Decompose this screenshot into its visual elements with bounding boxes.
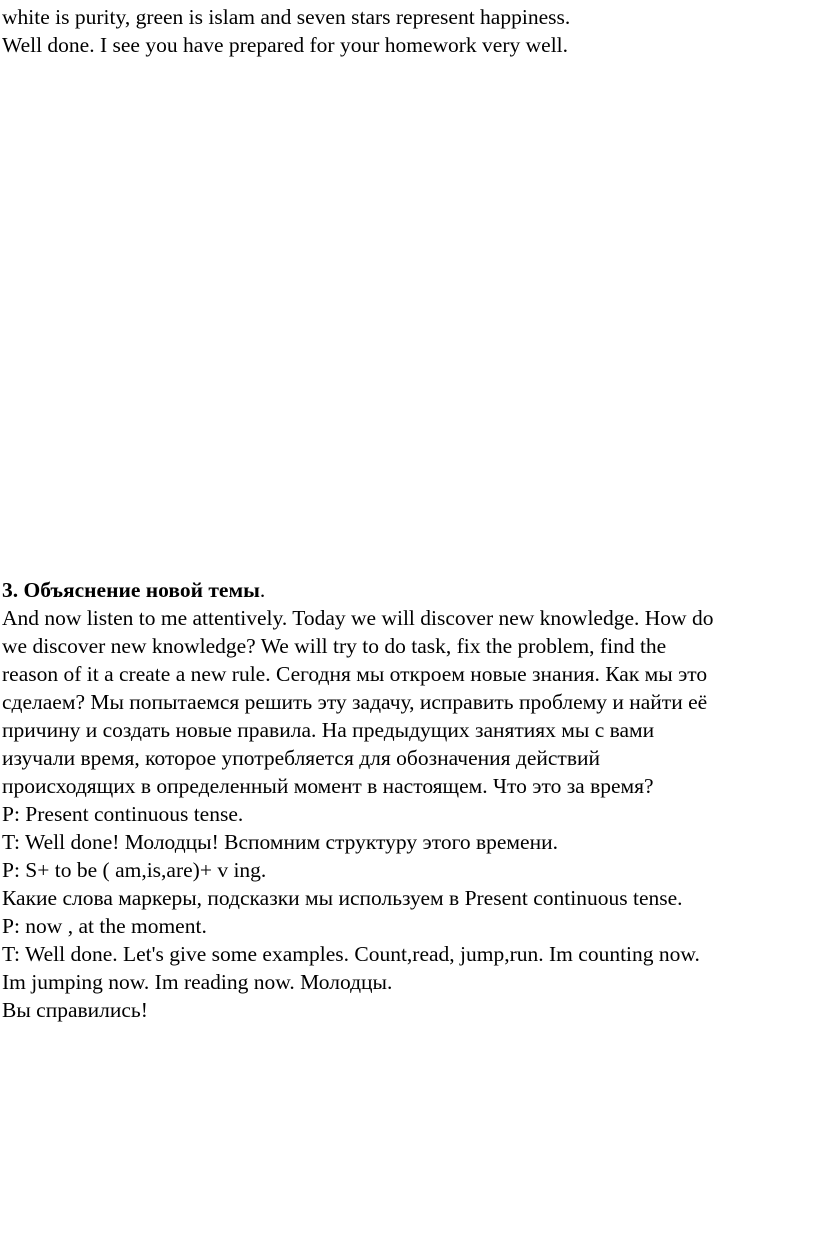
section-heading <box>2 576 816 604</box>
text-line: изучали время, которое употребляется для обозначения действий <box>2 746 600 770</box>
text-line: причину и создать новые правила. На предыдущих занятиях мы с вами <box>2 718 655 742</box>
dialogue-line: T: Well done! Молодцы! Вспомним структуру этого времени. <box>2 830 558 854</box>
text-line: происходящих в определенный момент в настоящем. Что это за время? <box>2 774 654 798</box>
top-text-block <box>2 3 816 59</box>
section-new-topic <box>2 576 816 1024</box>
text-line: Какие слова маркеры, подсказки мы используем в Present continuous tense. <box>2 886 683 910</box>
section-heading-period: . <box>259 578 266 602</box>
dialogue-line: P: Present continuous tense. <box>2 802 244 826</box>
dialogue-line: P: S+ to be ( am,is,are)+ v ing. <box>2 858 267 882</box>
text-line: reason of it a create a new rule. Сегодня мы откроем новые знания. Как мы это <box>2 662 708 686</box>
dialogue-line: P: now , at the moment. <box>2 914 207 938</box>
text-line: Вы справились! <box>2 998 148 1022</box>
section-heading-title: 3. Объяснение новой темы <box>2 578 260 602</box>
text-line: we discover new knowledge? We will try to do task, fix the problem, find the <box>2 634 667 658</box>
text-line: сделаем? Мы попытаемся решить эту задачу, исправить проблему и найти её <box>2 690 708 714</box>
text-line: Im jumping now. Im reading now. Молодцы. <box>2 970 393 994</box>
text-line: And now listen to me attentively. Today we will discover new knowledge. How do <box>2 606 714 630</box>
dialogue-line: T: Well done. Let's give some examples. Count,read, jump,run. Im counting now. <box>2 942 700 966</box>
text-line: white is purity, green is islam and seven stars represent happiness. <box>2 5 571 29</box>
text-line: Well done. I see you have prepared for your homework very well. <box>2 33 569 57</box>
